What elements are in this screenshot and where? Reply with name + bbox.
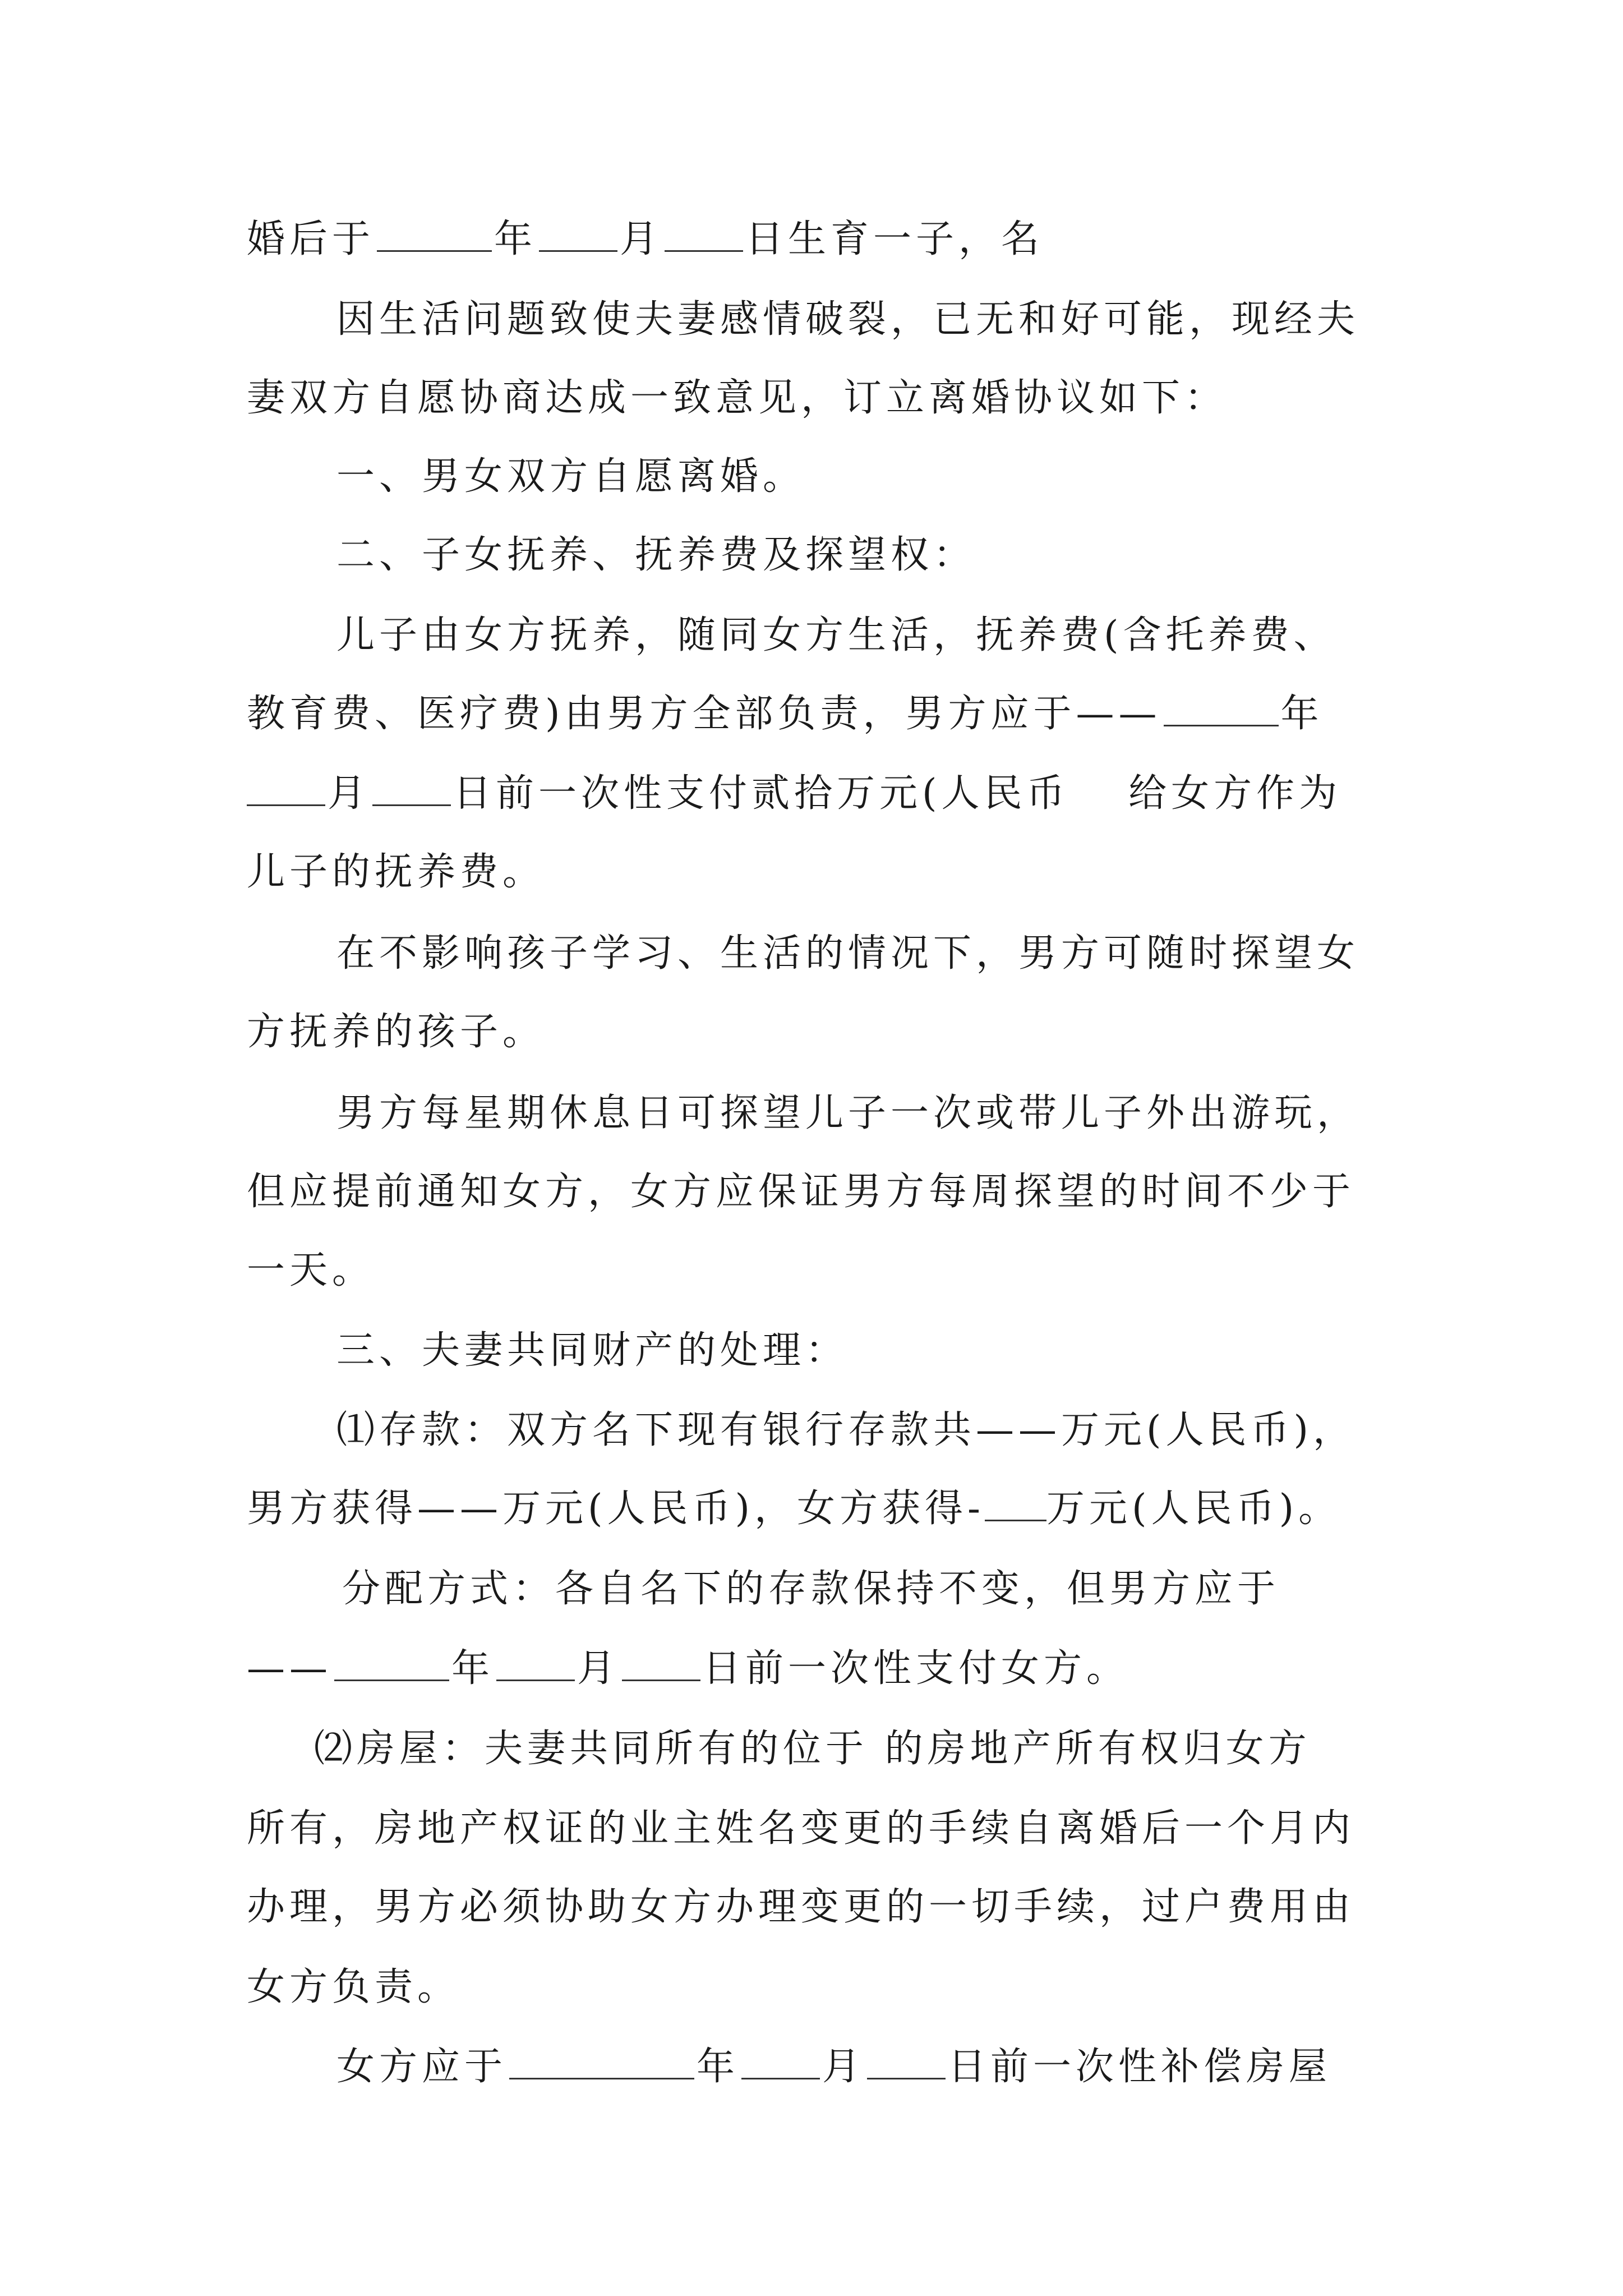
text-line-3: 妻双方自愿协商达成一致意见，订立离婚协议如下： [247,376,1228,420]
text-segment: 年 [451,1646,495,1691]
blank-field [665,206,743,252]
blank-field [509,2034,694,2079]
text-segment: 月 [577,1646,620,1691]
text-segment: 女方应于 [336,2045,508,2089]
text-segment: 月 [822,2045,865,2089]
text-line-23: 女方负责。 [247,1965,460,2009]
text-line-17 [247,1473,1396,1545]
text-segment: 日前一次性支付贰拾万元(人民币 给女方作为 [453,771,1342,816]
text-line-5: 二、子女抚养、抚养费及探望权： [336,533,976,577]
text-line-20: ⑵房屋：夫妻共同所有的位于 的房地产所有权归女方 [314,1727,1311,1771]
text-line-21: 所有，房地产权证的业主姓名变更的手续自离婚后一个月内 [247,1806,1355,1851]
text-line-1 [247,203,1396,276]
blank-field [247,761,325,806]
text-line-8 [247,757,1396,830]
text-segment: 教育费、医疗费)由男方全部负责，男方应于—— [247,692,1161,736]
blank-field [496,1636,575,1681]
blank-field [539,206,617,252]
text-line-22: 办理，男方必须协助女方办理变更的一切手续，过户费用由 [247,1885,1355,1929]
text-line-2: 因生活问题致使夫妻感情破裂，已无和好可能，现经夫 [336,297,1360,342]
text-line-14: 一天。 [247,1248,375,1292]
blank-field [1164,681,1279,726]
text-line-12: 男方每星期休息日可探望儿子一次或带儿子外出游玩， [336,1091,1360,1135]
blank-field [741,2034,820,2079]
text-segment: 年 [494,217,537,261]
text-line-13: 但应提前通知女方，女方应保证男方每周探望的时间不少于 [247,1170,1355,1214]
text-line-11: 方抚养的孩子。 [247,1010,546,1054]
blank-field [372,761,451,806]
text-segment: 日前一次性支付女方。 [703,1646,1129,1691]
text-segment: 月 [620,217,663,261]
text-line-10: 在不影响孩子学习、生活的情况下，男方可随时探望女 [336,931,1360,976]
text-segment: 男方获得——万元(人民币)，女方获得- [247,1487,985,1531]
blank-field [622,1636,700,1681]
text-segment: 日生育一子，名 [745,217,1044,261]
text-segment: —— [247,1646,332,1691]
blank-field [377,206,492,252]
text-segment: 月 [328,771,371,816]
text-line-4: 一、男女双方自愿离婚。 [336,454,806,499]
text-line-15: 三、夫妻共同财产的处理： [336,1328,849,1373]
blank-field [985,1476,1046,1521]
text-segment: 年 [697,2045,740,2089]
text-line-6: 儿子由女方抚养，随同女方生活，抚养费(含托养费、 [336,613,1336,657]
text-line-16: ⑴存款：双方名下现有银行存款共——万元(人民币)， [336,1408,1356,1452]
text-segment: 日前一次性补偿房屋 [948,2045,1332,2089]
text-line-24 [336,2031,1486,2104]
text-line-7 [247,678,1396,751]
text-line-9: 儿子的抚养费。 [247,850,546,894]
text-segment: 万元(人民币)。 [1046,1487,1341,1531]
text-line-18: 分配方式：各自名下的存款保持不变，但男方应于 [342,1567,1280,1611]
text-segment: 婚后于 [247,217,375,261]
text-segment: 年 [1280,692,1324,736]
blank-field [334,1636,449,1681]
blank-field [867,2034,946,2079]
text-line-19 [247,1632,1396,1705]
